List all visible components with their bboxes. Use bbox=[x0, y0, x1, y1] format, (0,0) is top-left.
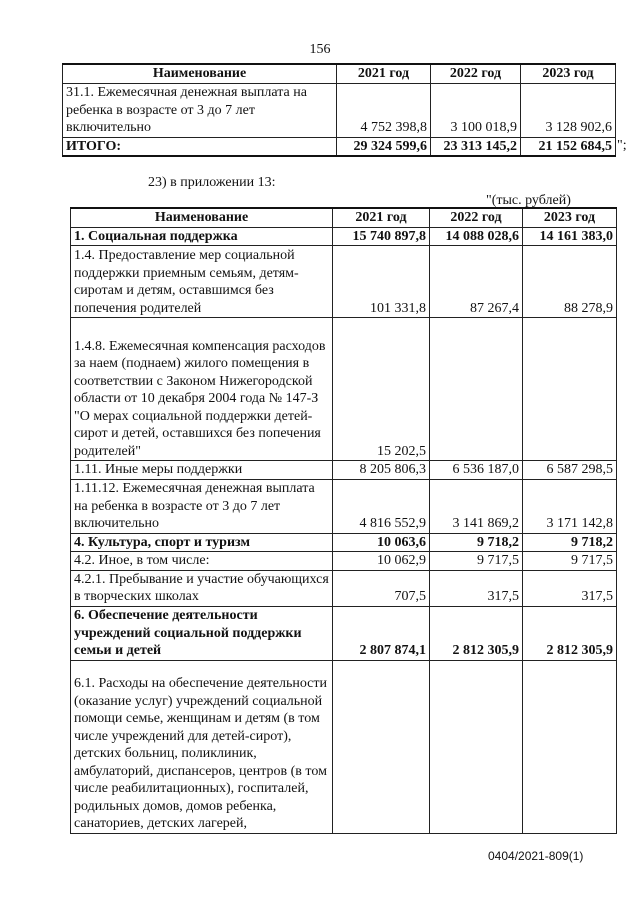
closing-quote: "; bbox=[617, 138, 627, 153]
row-name: 1.11.12. Ежемесячная денежная выплата на ребенка в возрасте от 3 до 7 лет включительно bbox=[71, 479, 333, 533]
units-label: "(тыс. рублей) bbox=[486, 193, 571, 208]
column-header-name: Наименование bbox=[71, 208, 333, 227]
page-number: 156 bbox=[309, 42, 331, 57]
row-name: 1. Социальная поддержка bbox=[71, 227, 333, 246]
row-name: 31.1. Ежемесячная денежная выплата на ребенка в возрасте от 3 до 7 лет включительно bbox=[63, 83, 337, 137]
value-2022: 6 536 187,0 bbox=[430, 461, 523, 480]
column-header-2021: 2021 год bbox=[337, 64, 431, 83]
column-header-2023: 2023 год bbox=[521, 64, 616, 83]
value-2021: 8 205 806,3 bbox=[333, 461, 430, 480]
document-code: 0404/2021-809(1) bbox=[488, 849, 584, 863]
row-name: 6. Обеспечение деятельности учреждений социальной поддержки семьи и детей bbox=[71, 606, 333, 660]
row-name: 4. Культура, спорт и туризм bbox=[71, 533, 333, 552]
value-2023: 3 171 142,8 bbox=[523, 479, 617, 533]
table-row bbox=[71, 533, 617, 552]
row-name: 4.2.1. Пребывание и участие обучающихся в творческих школах bbox=[71, 570, 333, 606]
value-2021: 2 807 874,1 bbox=[333, 606, 430, 660]
value-2022: 3 100 018,9 bbox=[431, 83, 521, 137]
column-header-2023: 2023 год bbox=[523, 208, 617, 227]
value-2022: 9 718,2 bbox=[430, 533, 523, 552]
table-row bbox=[71, 570, 617, 606]
column-header-name: Наименование bbox=[63, 64, 337, 83]
total-label: ИТОГО: bbox=[63, 137, 337, 156]
column-header-2022: 2022 год bbox=[431, 64, 521, 83]
value-2023 bbox=[523, 660, 617, 833]
value-2022: 317,5 bbox=[430, 570, 523, 606]
row-name: 1.11. Иные меры поддержки bbox=[71, 461, 333, 480]
row-name: 4.2. Иное, в том числе: bbox=[71, 552, 333, 571]
value-2022: 9 717,5 bbox=[430, 552, 523, 571]
table-row bbox=[71, 227, 617, 246]
table-row bbox=[71, 318, 617, 461]
amendment-intro: 23) в приложении 13: bbox=[148, 175, 276, 190]
value-2021: 10 062,9 bbox=[333, 552, 430, 571]
table-row bbox=[71, 479, 617, 533]
value-2021: 707,5 bbox=[333, 570, 430, 606]
column-header-2021: 2021 год bbox=[333, 208, 430, 227]
value-2023: 9 717,5 bbox=[523, 552, 617, 571]
value-2023: 9 718,2 bbox=[523, 533, 617, 552]
value-2023 bbox=[523, 318, 617, 461]
total-2023: 21 152 684,5 bbox=[521, 137, 616, 156]
budget-table-continued bbox=[62, 63, 616, 157]
column-header-2022: 2022 год bbox=[430, 208, 523, 227]
value-2022: 3 141 869,2 bbox=[430, 479, 523, 533]
table-row bbox=[71, 246, 617, 318]
value-2022 bbox=[430, 660, 523, 833]
total-2021: 29 324 599,6 bbox=[337, 137, 431, 156]
value-2023: 6 587 298,5 bbox=[523, 461, 617, 480]
value-2023: 14 161 383,0 bbox=[523, 227, 617, 246]
value-2022: 2 812 305,9 bbox=[430, 606, 523, 660]
row-name: 1.4. Предоставление мер социальной поддержки приемным семьям, детям-сиротам и детям, оставшимся без попечения родителей bbox=[71, 246, 333, 318]
value-2021: 101 331,8 bbox=[333, 246, 430, 318]
table-header-row bbox=[63, 64, 616, 83]
value-2023: 88 278,9 bbox=[523, 246, 617, 318]
value-2021 bbox=[333, 660, 430, 833]
total-2022: 23 313 145,2 bbox=[431, 137, 521, 156]
value-2021: 4 752 398,8 bbox=[337, 83, 431, 137]
row-name: 6.1. Расходы на обеспечение деятельности (оказание услуг) учреждений социальной помощи семье, женщинам и детям (в том числе учреждений для детей-сирот), детских больниц, поликлиник, амбулаторий, диспансеров, центров (в том числе реабилитационных), госпиталей, родильных домов, домов ребенка, санаториев, детских лагерей, bbox=[71, 660, 333, 833]
appendix-13-table bbox=[70, 207, 617, 834]
table-row bbox=[71, 461, 617, 480]
table-row bbox=[63, 83, 616, 137]
value-2023: 3 128 902,6 bbox=[521, 83, 616, 137]
table-row bbox=[71, 660, 617, 833]
table-header-row bbox=[71, 208, 617, 227]
value-2021: 4 816 552,9 bbox=[333, 479, 430, 533]
row-name: 1.4.8. Ежемесячная компенсация расходов за наем (поднаем) жилого помещения в соответствии с Законом Нижегородской области от 10 декабря 2004 года № 147-З "О мерах социальной поддержки детей-сирот и детей, оставшихся без попечения родителей" bbox=[71, 318, 333, 461]
value-2023: 2 812 305,9 bbox=[523, 606, 617, 660]
value-2021: 15 202,5 bbox=[333, 318, 430, 461]
table-row bbox=[71, 552, 617, 571]
value-2022 bbox=[430, 318, 523, 461]
value-2022: 14 088 028,6 bbox=[430, 227, 523, 246]
value-2021: 10 063,6 bbox=[333, 533, 430, 552]
total-row bbox=[63, 137, 616, 156]
value-2023: 317,5 bbox=[523, 570, 617, 606]
table-row bbox=[71, 606, 617, 660]
value-2021: 15 740 897,8 bbox=[333, 227, 430, 246]
value-2022: 87 267,4 bbox=[430, 246, 523, 318]
